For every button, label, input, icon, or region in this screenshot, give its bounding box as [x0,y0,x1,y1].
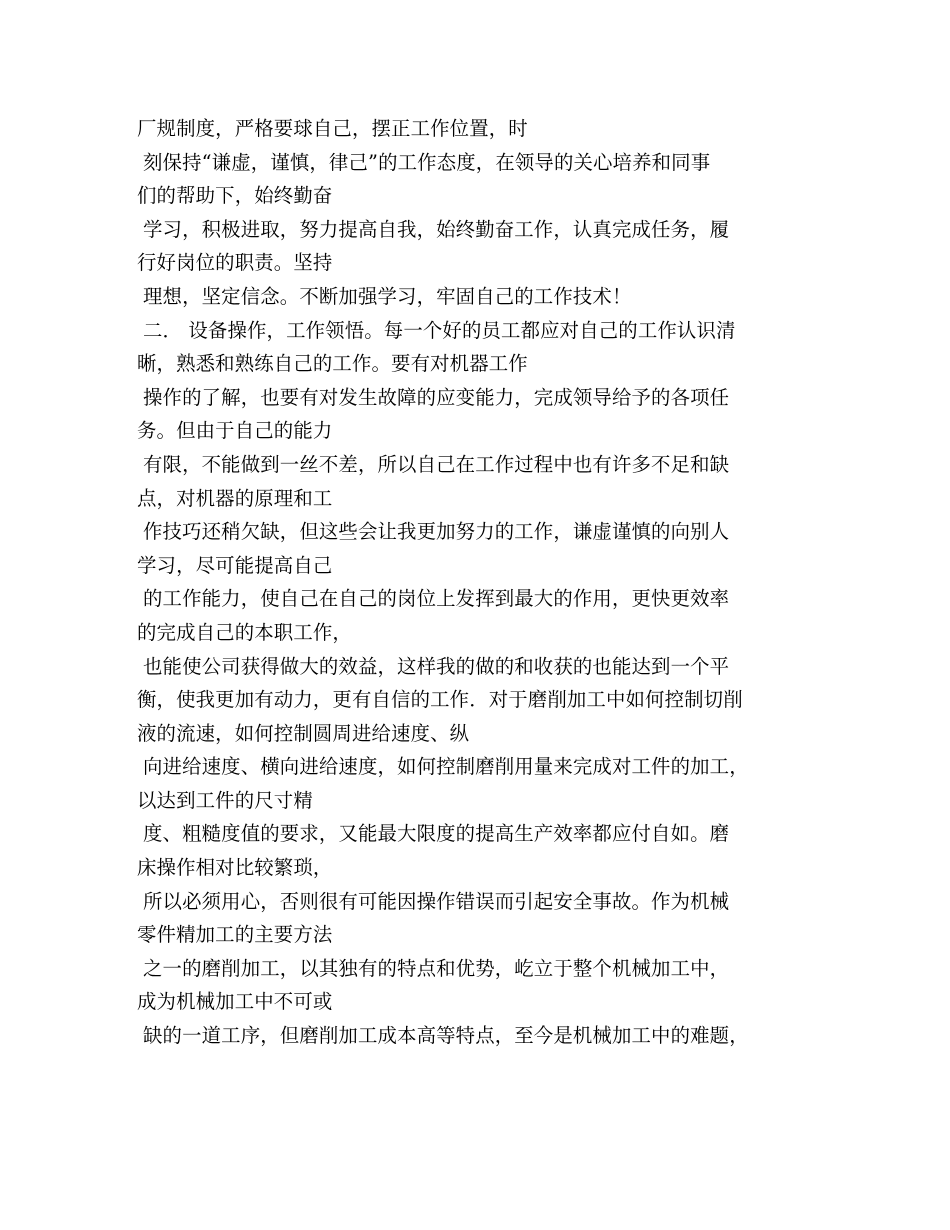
text-line: 二． 设备操作，工作领悟。每一个好的员工都应对自己的工作认识清 [143,318,736,342]
text-line: 缺的一道工序，但磨削加工成本高等特点，至今是机械加工中的难题， [143,1024,749,1048]
text-line: 有限，不能做到一丝不差，所以自己在工作过程中也有许多不足和缺 [143,452,730,476]
text-line: 的完成自己的本职工作， [137,620,352,644]
text-line: 刻保持“谦虚，谨慎，律己”的工作态度，在领导的关心培养和同事 [143,150,711,174]
text-line: 成为机械加工中不可或 [137,990,333,1014]
text-line: 行好岗位的职责。坚持 [137,251,333,275]
document-body-text [137,112,827,1053]
text-line: 晰，熟悉和熟练自己的工作。要有对机器工作 [137,352,528,376]
text-line: 点，对机器的原理和工 [137,486,333,510]
text-line: 也能使公司获得做大的效益，这样我的做的和收获的也能达到一个平 [143,654,730,678]
text-line: 之一的磨削加工，以其独有的特点和优势，屹立于整个机械加工中， [143,956,730,980]
text-line: 以达到工件的尺寸精 [137,788,313,812]
text-line: 学习，积极进取，努力提高自我，始终勤奋工作，认真完成任务，履 [143,217,730,241]
text-line: 床操作相对比较繁琐， [137,856,333,880]
text-line: 衡，使我更加有动力，更有自信的工作．对于磨削加工中如何控制切削 [137,688,743,712]
text-line: 的工作能力，使自己在自己的岗位上发挥到最大的作用，更快更效率 [143,587,730,611]
text-line: 向进给速度、横向进给速度，如何控制磨削用量来完成对工件的加工， [143,755,749,779]
text-line: 作技巧还稍欠缺，但这些会让我更加努力的工作，谦虚谨慎的向别人 [143,520,730,544]
text-line: 理想，坚定信念。不断加强学习，牢固自己的工作技术！ [143,284,632,308]
text-line: 务。但由于自己的能力 [137,419,333,443]
text-line: 厂规制度，严格要球自己，摆正工作位置，时 [137,117,528,140]
text-line: 们的帮助下，始终勤奋 [137,184,333,208]
text-line: 所以必须用心，否则很有可能因操作错误而引起安全事故。作为机械 [143,889,730,913]
text-line: 零件精加工的主要方法 [137,923,333,947]
text-line: 学习，尽可能提高自己 [137,553,333,577]
text-line: 操作的了解，也要有对发生故障的应变能力，完成领导给予的各项任 [143,385,730,409]
text-line: 度、粗糙度值的要求，又能最大限度的提高生产效率都应付自如。磨 [143,822,730,846]
text-line: 液的流速，如何控制圆周进给速度、纵 [137,721,470,745]
